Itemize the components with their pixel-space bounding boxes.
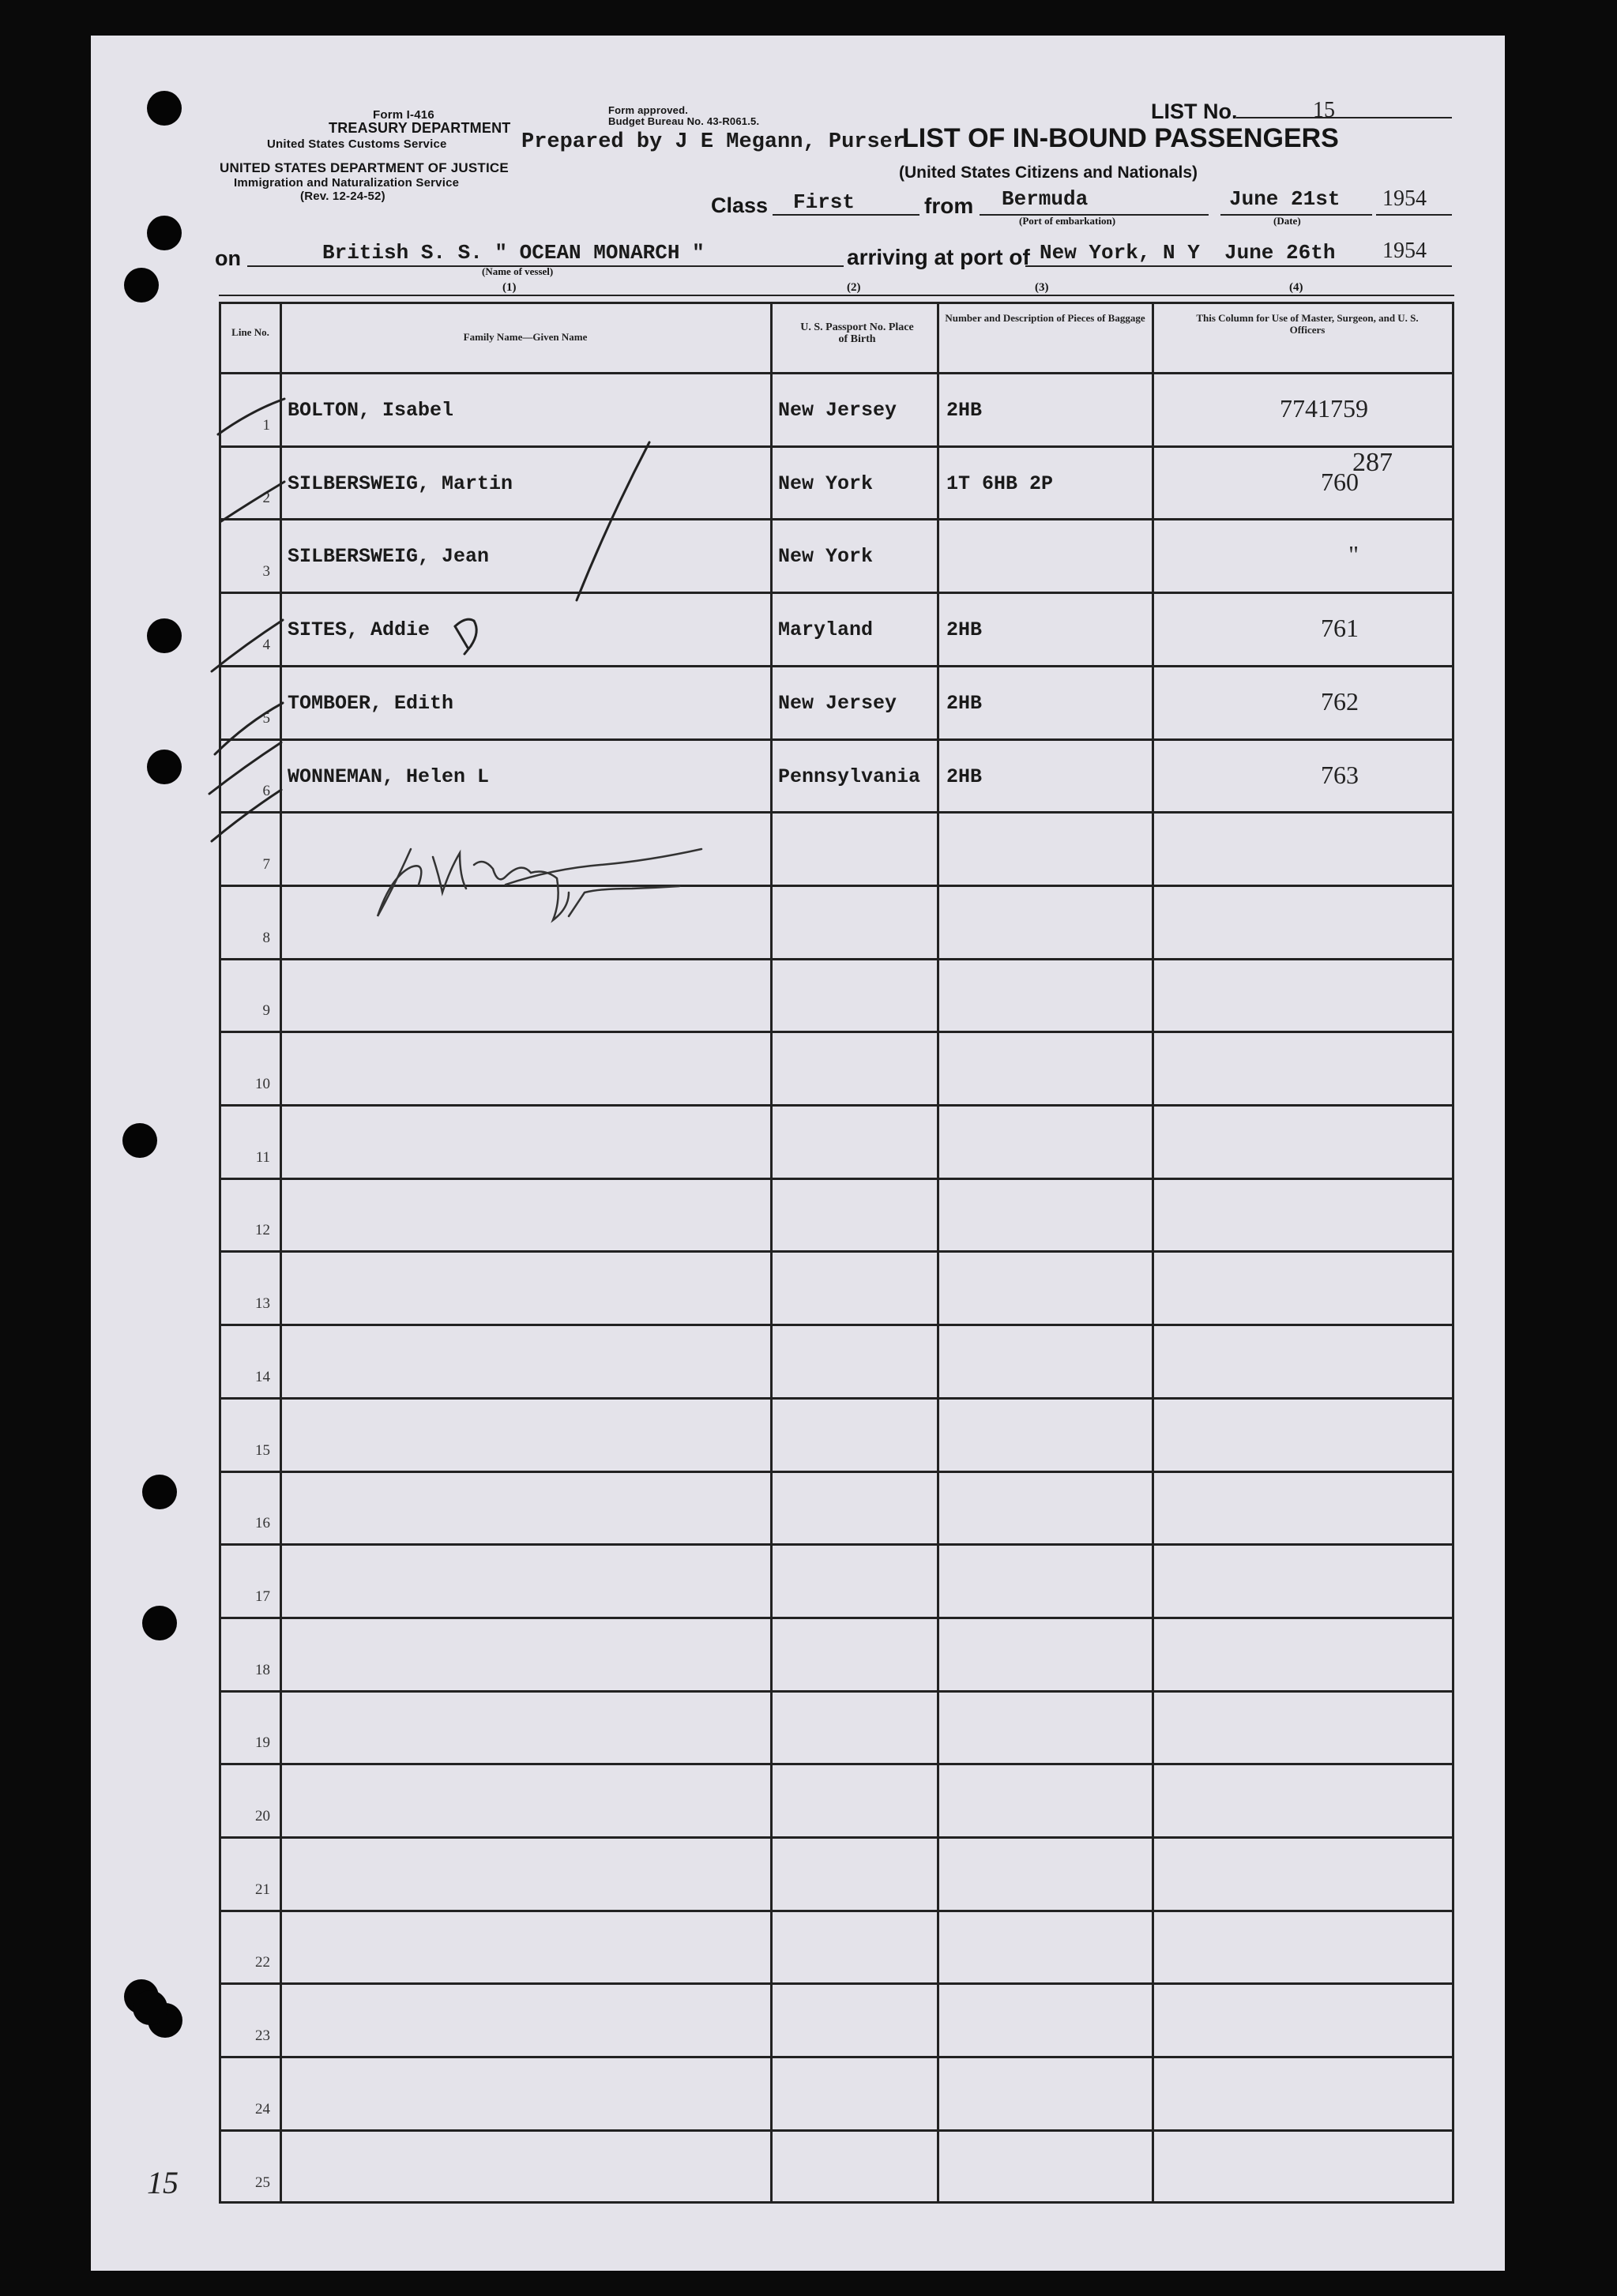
- passenger-name: WONNEMAN, Helen L: [288, 765, 490, 788]
- place-of-birth: Pennsylvania: [778, 765, 921, 788]
- passenger-name: SILBERSWEIG, Martin: [288, 472, 513, 495]
- line-number: 3: [262, 563, 270, 581]
- arrival-port: New York, N Y: [1040, 241, 1200, 265]
- line-number: 17: [255, 1588, 270, 1605]
- line-number: 13: [255, 1295, 270, 1313]
- place-of-birth: New York: [778, 545, 874, 569]
- form-number: Form I-416: [373, 108, 434, 122]
- officer-number: 763: [1321, 760, 1359, 789]
- line-number: 12: [255, 1222, 270, 1239]
- passenger-name: SITES, Addie: [288, 618, 431, 642]
- from-label: from: [924, 194, 974, 218]
- treasury-department: TREASURY DEPARTMENT: [329, 120, 511, 136]
- class-value: First: [793, 190, 856, 214]
- arriving-label: arriving at port of: [847, 245, 1030, 269]
- officer-number: 762: [1321, 686, 1359, 716]
- initial-mark: [455, 619, 476, 654]
- port-caption: (Port of embarkation): [1019, 215, 1116, 227]
- class-label: Class: [711, 194, 769, 217]
- officer-number: 7741759: [1280, 394, 1368, 423]
- revision: (Rev. 12-24-52): [300, 190, 385, 203]
- list-title: LIST OF IN-BOUND PASSENGERS: [902, 123, 1339, 153]
- year1: 1954: [1382, 186, 1427, 211]
- departure-date: June 21st: [1229, 187, 1341, 211]
- vessel-caption: (Name of vessel): [482, 265, 554, 277]
- line-number: 24: [255, 2100, 270, 2118]
- line-number: 11: [255, 1148, 270, 1166]
- date-caption: (Date): [1273, 215, 1301, 227]
- signature: [378, 849, 701, 920]
- line-number: 22: [255, 1954, 270, 1971]
- list-no-label: LIST No.: [1151, 100, 1238, 123]
- citizens-caption: (United States Citizens and Nationals): [899, 163, 1198, 182]
- diagonal-stroke: [577, 442, 649, 600]
- line-number: 9: [262, 1002, 270, 1020]
- line-number: 1: [262, 416, 270, 434]
- header-line-no: Line No.: [231, 326, 269, 338]
- place-of-birth: New Jersey: [778, 399, 897, 422]
- line-number: 7: [262, 855, 270, 873]
- place-of-birth: New Jersey: [778, 691, 897, 715]
- arrival-port-number: (3): [1035, 281, 1049, 294]
- form-approved: Form approved.: [608, 104, 689, 116]
- check-mark: [215, 703, 283, 754]
- passenger-name: SILBERSWEIG, Jean: [288, 545, 490, 569]
- line-number: 20: [255, 1808, 270, 1824]
- line-number: 10: [255, 1076, 270, 1092]
- customs-service: United States Customs Service: [267, 137, 447, 151]
- on-label: on: [215, 246, 241, 270]
- baggage: 2HB: [946, 765, 983, 788]
- handwritten-287: 287: [1352, 448, 1393, 477]
- line-number: 18: [255, 1661, 270, 1678]
- header-passport: U. S. Passport No. Place of Birth: [800, 321, 914, 345]
- check-mark: [221, 482, 284, 521]
- from-value: Bermuda: [1002, 187, 1089, 211]
- vessel-number: (1): [502, 281, 517, 294]
- line-number: 19: [255, 1734, 270, 1752]
- handwritten-page-number: 15: [147, 2165, 179, 2200]
- line-number: 6: [262, 783, 270, 800]
- officer-number: 760: [1321, 467, 1359, 496]
- line-number: 16: [255, 1515, 270, 1532]
- list-no-value: 15: [1313, 98, 1335, 122]
- line-number: 14: [255, 1368, 270, 1385]
- place-of-birth: New York: [778, 472, 874, 495]
- line-number: 23: [255, 2027, 270, 2045]
- department-of-justice: UNITED STATES DEPARTMENT OF JUSTICE: [220, 160, 509, 175]
- baggage: 2HB: [946, 399, 983, 422]
- check-mark: [218, 399, 284, 434]
- check-mark: [212, 620, 283, 671]
- header-officers: This Column for Use of Master, Surgeon, and U. S. Officers: [1196, 312, 1419, 336]
- baggage: 2HB: [946, 691, 983, 715]
- arriving-number: (2): [847, 281, 861, 294]
- line-number: 21: [255, 1881, 270, 1898]
- officer-number: ": [1348, 540, 1359, 569]
- prepared-by: Prepared by J E Megann, Purser: [521, 130, 906, 154]
- initial-mark: [455, 626, 468, 648]
- passenger-name: TOMBOER, Edith: [288, 691, 454, 715]
- budget-bureau: Budget Bureau No. 43-R061.5.: [608, 115, 760, 127]
- vessel-name: British S. S. " OCEAN MONARCH ": [322, 241, 705, 265]
- line-number: 15: [255, 1441, 270, 1459]
- check-mark: [212, 790, 281, 841]
- header-baggage: Number and Description of Pieces of Baggage: [945, 312, 1145, 324]
- arrival-date: June 26th: [1224, 241, 1336, 265]
- year2: 1954: [1382, 239, 1427, 263]
- ins: Immigration and Naturalization Service: [234, 176, 460, 190]
- place-of-birth: Maryland: [778, 618, 874, 642]
- line-number: 2: [262, 490, 270, 507]
- header-name: Family Name—Given Name: [463, 331, 588, 343]
- arrival-date-number: (4): [1289, 281, 1303, 294]
- line-number: 5: [262, 709, 270, 727]
- baggage: 2HB: [946, 618, 983, 642]
- line-number: 8: [262, 929, 270, 946]
- passenger-name: BOLTON, Isabel: [288, 399, 454, 422]
- line-number: 25: [255, 2174, 270, 2191]
- baggage: 1T 6HB 2P: [946, 472, 1054, 495]
- officer-number: 761: [1321, 614, 1359, 643]
- line-number: 4: [262, 636, 270, 653]
